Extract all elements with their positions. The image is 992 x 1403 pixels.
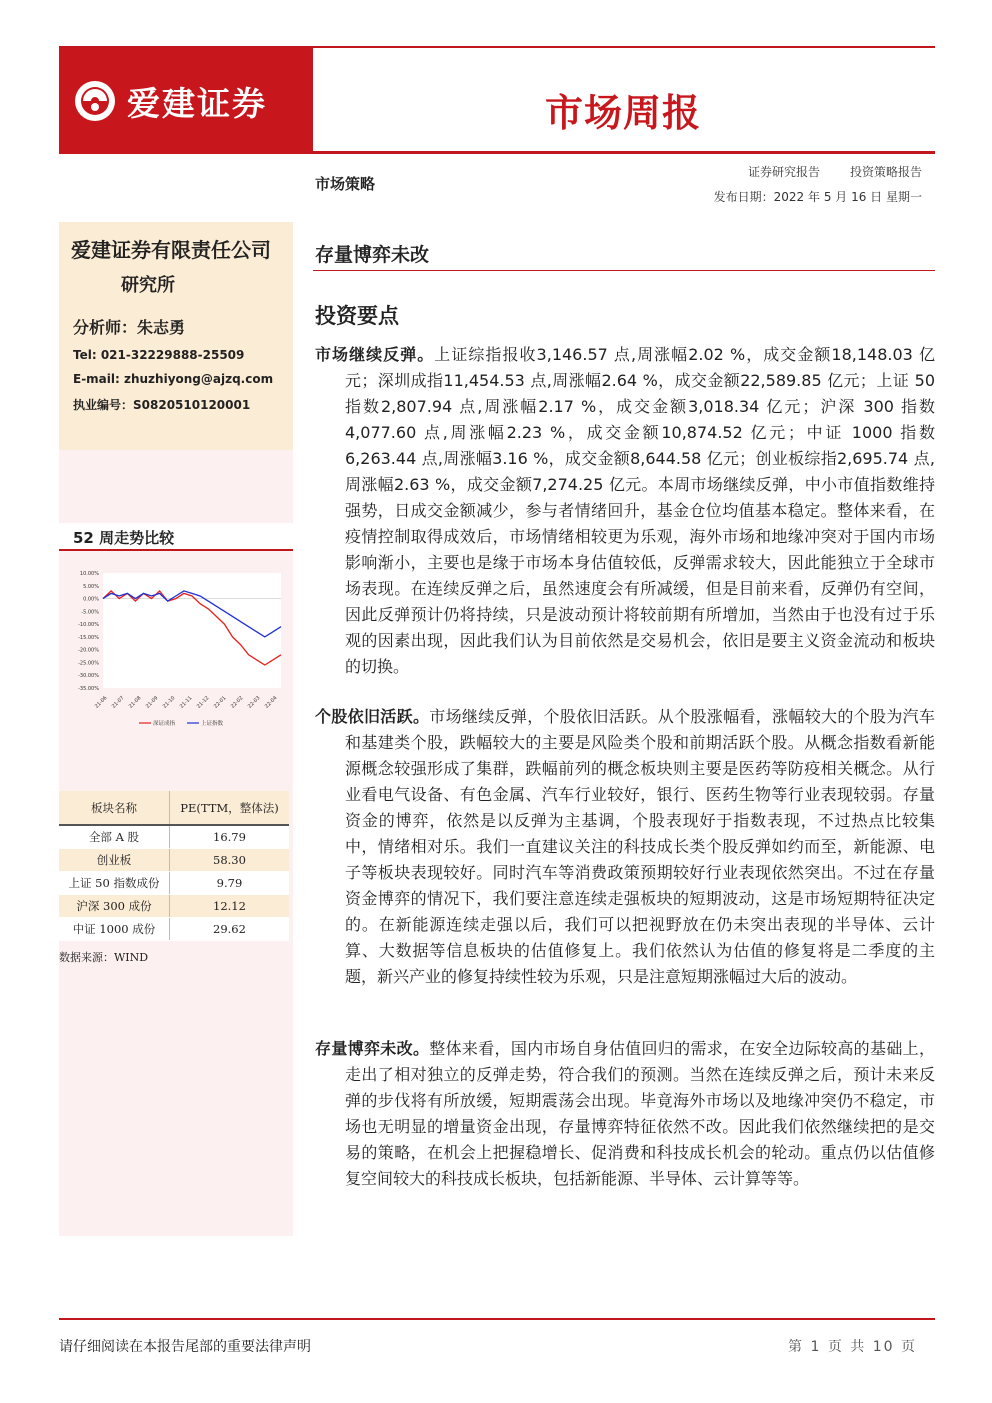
- pe-value: 12.12: [169, 894, 289, 917]
- y-tick-label: -25.00%: [78, 660, 99, 667]
- headline-rule: [313, 270, 935, 271]
- legend-label: 上证指数: [201, 721, 224, 727]
- x-tick-label: 22-04: [263, 695, 279, 710]
- x-tick-label: 22-02: [229, 695, 245, 710]
- pe-value: 9.79: [169, 871, 289, 894]
- y-tick-label: -15.00%: [78, 634, 99, 641]
- pe-sector: 中证 1000 成份: [59, 917, 169, 940]
- sidebar-spacer: [59, 450, 293, 523]
- x-tick-label: 21-09: [144, 695, 160, 710]
- paragraph-body: 整体来看，国内市场自身估值回归的需求，在安全边际较高的基础上，走出了相对独立的反弹走势，符合我们的预测。当然在连续反弹之后，预计未来反弹的步伐将有所放缓，短期震荡会出现。毕竟海外市场以及地缘冲突仍不稳定，市场也无明显的增量资金出现，存量博弈特征依然不改。因此我们依然继续把的是交易的策略，在机会上把握稳增长、促消费和科技成长机会的轮动。重点仍以估值修复空间较大的科技成长板块，包括新能源、半导体、云计算等等。: [345, 1039, 935, 1188]
- legend-label: 深证成指: [153, 721, 176, 727]
- y-tick-label: -10.00%: [78, 622, 99, 629]
- pe-sector: 上证 50 指数成份: [59, 871, 169, 894]
- y-tick-label: -20.00%: [78, 647, 99, 654]
- institute-name: 研究所: [121, 275, 175, 296]
- x-tick-label: 21-12: [195, 695, 211, 710]
- table-row: [59, 871, 289, 894]
- key-points-heading: 投资要点: [315, 304, 399, 328]
- paragraph-lead: 个股依旧活跃。: [315, 707, 430, 726]
- footer-disclaimer: 请仔细阅读在本报告尾部的重要法律声明: [59, 1339, 311, 1355]
- paragraph-market-rebound: [315, 342, 935, 680]
- y-tick-label: 10.00%: [79, 571, 99, 577]
- x-tick-label: 22-01: [212, 695, 228, 710]
- report-title: 市场周报: [545, 91, 702, 135]
- pe-value: 16.79: [169, 825, 289, 848]
- page-number: 第 1 页 共 10 页: [788, 1339, 917, 1355]
- table-row: [59, 848, 289, 871]
- analyst-tel: Tel: 021-32229888-25509: [73, 348, 245, 362]
- analyst-card: [59, 222, 293, 450]
- pe-value: 58.30: [169, 848, 289, 871]
- paragraph-stock-game: [315, 1036, 935, 1192]
- y-tick-label: 0.00%: [83, 596, 99, 603]
- publish-date: 发布日期：2022 年 5 月 16 日 星期一: [713, 190, 922, 204]
- y-tick-label: -30.00%: [78, 673, 99, 680]
- y-tick-label: 5.00%: [83, 583, 99, 590]
- analyst-email: E-mail: zhuzhiyong@ajzq.com: [73, 372, 274, 386]
- paragraph-body: 上证综指报收3,146.57 点,周涨幅2.02 %，成交金额18,148.03 亿元；深圳成指11,454.53 点,周涨幅2.64 %，成交金额22,589.85 亿元；上证 50 指数2,807.94 点,周涨幅2.17 %，成交金额3,018.34 亿元；沪深 300 指数4,077.60 点,周涨幅2.23 %，成交金额10,874.52 亿元；中证 1000 指数6,263.44 点,周涨幅3.16 %，成交金额8,644.58 亿元；创业板综指2,695.74 点,周涨幅2.63 %，成交金额7,274.25 亿元。本周市场继续反弹，中小市值指数维持强势，日成交金额减少，参与者情绪回升，基金仓位均值基本稳定。整体来看，在疫情控制取得成效后，市场情绪相较更为乐观，海外市场和地缘冲突对于国内市场影响渐小，主要也是缘于市场本身估值较低，反弹需求较大，因此能独立于全球市场表现。在连续反弹之后，虽然速度会有所减缓，但是目前来看，反弹仍有空间，因此反弹预计仍将持续，只是波动预计将较前期有所增加，当然由于也没有过于乐观的因素出现，因此我们认为目前依然是交易机会，依旧是要主义资金流动和板块的切换。: [345, 345, 935, 676]
- sidebar: [59, 222, 293, 1236]
- header-rule: [313, 151, 935, 154]
- pe-header-sector: 板块名称: [59, 791, 169, 825]
- table-row: [59, 917, 289, 940]
- table-row: [59, 894, 289, 917]
- y-tick-label: -5.00%: [81, 609, 99, 616]
- trend-chart: [59, 551, 289, 761]
- brand-logo-icon: [73, 79, 117, 123]
- company-name: 爱建证券有限责任公司: [71, 238, 271, 262]
- pe-header-value: PE(TTM，整体法): [169, 791, 289, 825]
- report-types: [748, 163, 922, 180]
- y-tick-label: -35.00%: [78, 686, 99, 692]
- x-tick-label: 21-11: [178, 695, 194, 710]
- x-tick-label: 21-08: [127, 695, 143, 710]
- footer-rule: [59, 1318, 935, 1320]
- headline: 存量博弈未改: [315, 244, 430, 266]
- x-tick-label: 22-03: [246, 695, 262, 710]
- brand-name: 爱建证券: [127, 83, 267, 123]
- analyst-license: 执业编号：S0820510120001: [73, 398, 251, 412]
- paragraph-stocks-active: [315, 704, 935, 990]
- paragraph-body: 市场继续反弹，个股依旧活跃。从个股涨幅看，涨幅较大的个股为汽车和基建类个股，跌幅较大的主要是风险类个股和前期活跃个股。从概念指数看新能源概念较强形成了集群，跌幅前列的概念板块则主要是医药等防疫相关概念。从行业看电气设备、有色金属、汽车行业较好，银行、医药生物等行业表现较弱。存量资金的博弈，依然是以反弹为主基调，个股表现好于指数表现，不过热点比较集中，情绪相对乐。我们一直建议关注的科技成长类个股反弹如约而至，新能源、电子等板块表现较好。同时汽车等消费政策预期较好行业表现依然突出。不过在存量资金博弈的情况下，我们要注意连续走强板块的短期波动，这是市场短期特征决定的。在新能源连续走强以后，我们可以把视野放在仍未突出表现的半导体、云计算、大数据等信息板块的估值修复上。我们依然认为估值的修复将是二季度的主题，新兴产业的修复持续性较为乐观，只是注意短期涨幅过大后的波动。: [345, 707, 935, 986]
- sidebar-lower: [59, 551, 293, 1236]
- chart-title: 52 周走势比较: [59, 523, 293, 551]
- report-type-2: 投资策略报告: [849, 165, 922, 179]
- pe-table-header: [59, 791, 289, 825]
- section-label: 市场策略: [315, 175, 376, 193]
- pe-value: 29.62: [169, 917, 289, 940]
- pe-source: 数据来源：WIND: [59, 951, 149, 964]
- analyst-name: 分析师：朱志勇: [73, 318, 186, 337]
- pe-sector: 创业板: [59, 848, 169, 871]
- table-row: [59, 825, 289, 848]
- paragraph-lead: 存量博弈未改。: [315, 1039, 430, 1058]
- pe-table: [59, 791, 289, 941]
- paragraph-lead: 市场继续反弹。: [315, 345, 435, 364]
- pe-sector: 全部 A 股: [59, 825, 169, 848]
- x-tick-label: 21-10: [161, 695, 177, 710]
- brand-logo: [59, 48, 313, 154]
- pe-sector: 沪深 300 成份: [59, 894, 169, 917]
- x-tick-label: 21-07: [110, 695, 126, 710]
- report-type-1: 证券研究报告: [747, 165, 820, 179]
- x-tick-label: 21-06: [93, 695, 109, 710]
